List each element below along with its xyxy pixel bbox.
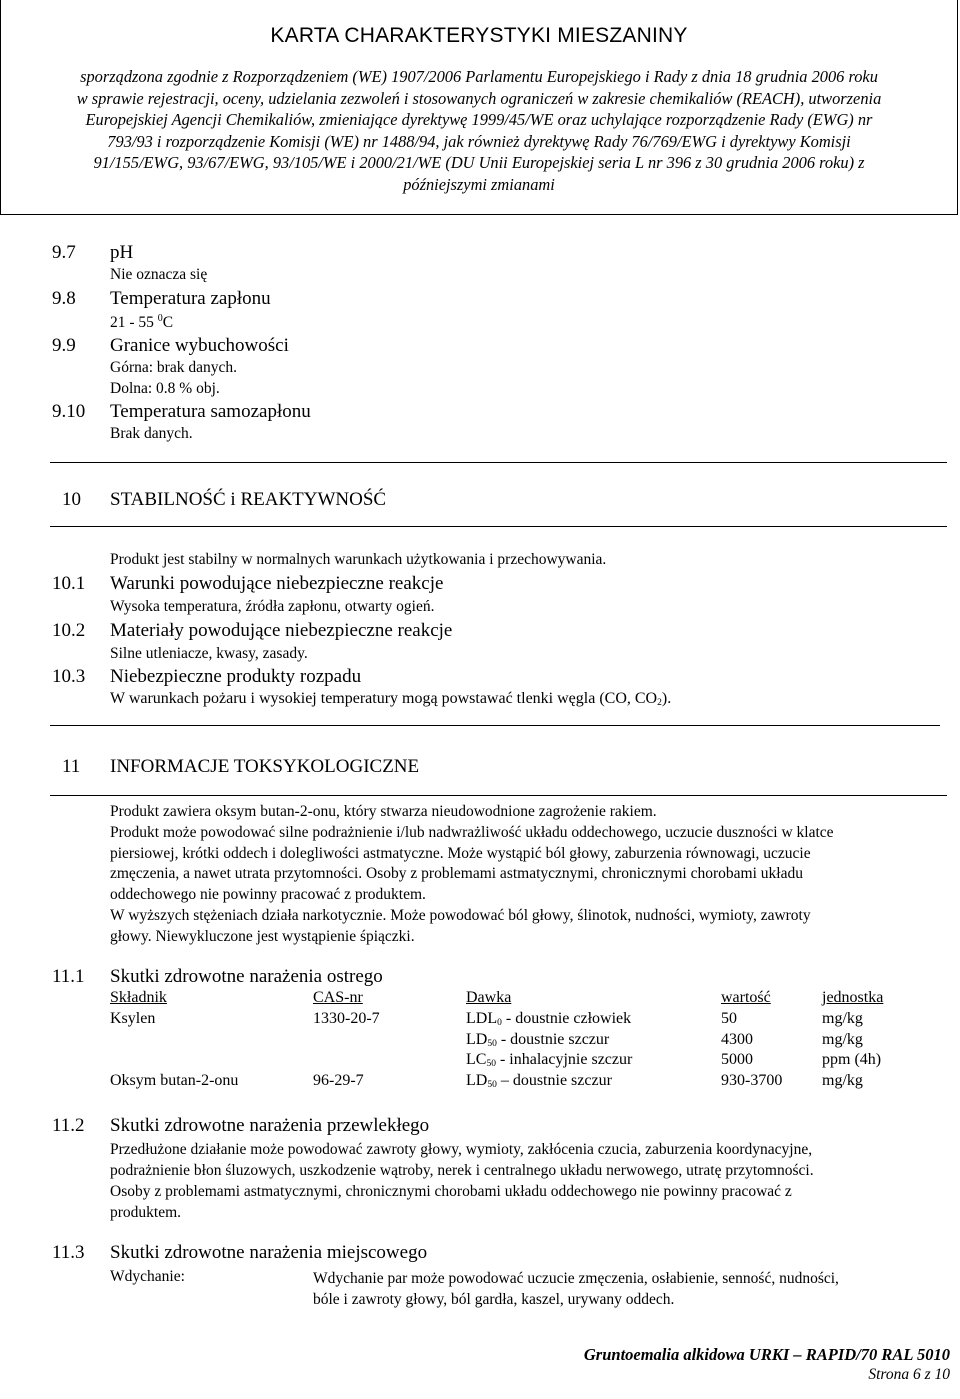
component-cell [110, 1031, 313, 1052]
column-header-unit: jednostka [822, 989, 884, 1006]
unit-cell: mg/kg [822, 1009, 863, 1027]
section-11-title: INFORMACJE TOKSYKOLOGICZNE [110, 756, 420, 777]
subsection-10-2-title: Materiały powodujące niebezpieczne reakcje [110, 620, 453, 641]
table-row [110, 1010, 902, 1031]
paragraph-line: Przedłużone działanie może powodować zawroty głowy, wymioty, zakłócenia czucia, zaburzenia koordynacyjne, [110, 1141, 813, 1158]
cas-cell: 96-29-7 [313, 1072, 364, 1090]
subsection-11-2-number: 11.2 [52, 1115, 85, 1136]
dose-route: - inhalacyjnie szczur [495, 1051, 633, 1069]
paragraph-line: zmęczenia, a nawet utrata przytomności. Osoby z problemami astmatycznymi, chronicznymi chorobami układu [110, 865, 803, 883]
dose-subscript: 50 [486, 1059, 496, 1070]
dose-subscript: 50 [487, 1038, 497, 1049]
chronic-effects-text [110, 1139, 814, 1223]
section-divider [50, 526, 947, 527]
component-cell: Ksylen [110, 1009, 156, 1027]
dose-route: - doustnie szczur [496, 1030, 610, 1048]
acute-toxicity-table [110, 989, 902, 1093]
subsection-10-3-text [110, 690, 671, 708]
subsection-11-1-number: 11.1 [52, 966, 85, 987]
subsection-10-1-number: 10.1 [52, 573, 86, 594]
column-header-value: wartość [721, 989, 771, 1006]
toxicology-paragraph [110, 802, 834, 948]
paragraph-line: piersiowej, krótki oddech i dolegliwości astmatyczne. Może wystąpić ból głowy, zaburzenia równowagi, uczucie [110, 844, 811, 862]
flash-point-range: 21 - 55 [110, 314, 154, 331]
footer-product-name: Gruntoemalia alkidowa URKI – RAPID/70 RAL 5010 [583, 1345, 950, 1364]
paragraph-line: Produkt zawiera oksym butan-2-onu, który stwarza nieudowodnione zagrożenie rakiem. [110, 803, 657, 820]
dose-route: – doustnie szczur [496, 1072, 612, 1090]
subsection-9-10-text: Brak danych. [110, 425, 193, 442]
decomposition-text: W warunkach pożaru i wysokiej temperatury mogą powstawać tlenki węgla (CO, CO [110, 690, 658, 707]
paragraph-line: Osoby z problemami astmatycznymi, chronicznymi chorobami układu oddechowego nie powinny pracować z [110, 1183, 792, 1200]
section-divider [50, 795, 947, 796]
paragraph-line: W wyższych stężeniach działa narkotycznie. Może powodować ból głowy, ślinotok, nudności, wymioty, zawroty [110, 906, 811, 924]
column-header-cas: CAS-nr [313, 989, 363, 1006]
subsection-11-2-title: Skutki zdrowotne narażenia przewlekłego [110, 1115, 430, 1136]
value-cell: 50 [721, 1009, 737, 1027]
regulation-text [0, 66, 958, 195]
flash-point-value [110, 313, 173, 332]
component-cell: Oksym butan-2-onu [110, 1072, 239, 1090]
paragraph-line: produktem. [110, 1204, 182, 1221]
dose-type: LD [466, 1072, 488, 1090]
subsection-9-7-title: pH [110, 242, 134, 263]
table-row [110, 1031, 902, 1052]
cas-cell [313, 1031, 466, 1052]
subsection-10-2-text: Silne utleniacze, kwasy, zasady. [110, 645, 308, 662]
unit-cell: mg/kg [822, 1030, 863, 1048]
subsection-9-10-number: 9.10 [52, 401, 86, 422]
paragraph-line: Wdychanie par może powodować uczucie zmęczenia, osłabienie, senność, nudności, [313, 1270, 839, 1287]
dose-subscript: 0 [497, 1017, 502, 1028]
regulation-line: 793/93 i rozporządzenie Komisji (WE) nr 1488/94, jak również dyrektywę Rady 76/769/EWG i dyrektywy Komisji [107, 131, 851, 151]
paragraph-line: podrażnienie błon śluzowych, uszkodzenie wątroby, nerek i centralnego układu nerwowego, utratę przytomności. [110, 1162, 814, 1179]
unit-cell: mg/kg [822, 1072, 863, 1090]
section-10-intro: Produkt jest stabilny w normalnych warunkach użytkowania i przechowywania. [110, 551, 607, 568]
column-header-component: Składnik [110, 989, 167, 1006]
dose-cell [466, 1051, 721, 1072]
subsection-9-8-title: Temperatura zapłonu [110, 288, 271, 309]
paragraph-line: głowy. Niewykluczone jest wystąpienie śpiączki. [110, 927, 415, 945]
section-10-title: STABILNOŚĆ i REAKTYWNOŚĆ [110, 489, 387, 510]
local-effects-text [313, 1268, 839, 1310]
subsection-10-1-title: Warunki powodujące niebezpieczne reakcje [110, 573, 444, 594]
subsection-11-3-number: 11.3 [52, 1242, 85, 1263]
subsection-9-9-number: 9.9 [52, 335, 76, 356]
dose-cell [466, 1010, 721, 1031]
regulation-line: Europejskiej Agencji Chemikaliów, zmieniające dyrektywę 1999/45/WE oraz uchylające rozporządzenie Rady (EWG) nr [85, 110, 873, 129]
regulation-line: późniejszymi zmianami [403, 174, 555, 194]
subsection-11-3-title: Skutki zdrowotne narażenia miejscowego [110, 1242, 428, 1263]
regulation-line: 91/155/EWG, 93/67/EWG, 93/105/WE i 2000/21/WE (DU Unii Europejskiej seria L nr 396 z 30 grudnia 2006 roku) z [93, 153, 865, 172]
section-divider [50, 725, 940, 726]
regulation-line: w sprawie rejestracji, oceny, udzielania zezwoleń i stosowanych ograniczeń w zakresie chemikaliów (REACH), utworzenia [76, 88, 882, 108]
value-cell: 930-3700 [721, 1072, 783, 1090]
subsection-10-3-title: Niebezpieczne produkty rozpadu [110, 666, 362, 687]
section-11-number: 11 [62, 756, 81, 777]
subscript: 2 [657, 698, 662, 708]
table-row [110, 1051, 902, 1072]
dose-cell [466, 1072, 721, 1093]
degree-superscript: 0 [157, 313, 163, 324]
subsection-10-2-number: 10.2 [52, 620, 86, 641]
subsection-9-8-number: 9.8 [52, 288, 76, 309]
subsection-10-3-number: 10.3 [52, 666, 86, 687]
subsection-9-9-title: Granice wybuchowości [110, 335, 289, 356]
document-title: KARTA CHARAKTERYSTYKI MIESZANINY [270, 24, 688, 47]
flash-point-unit: C [162, 314, 174, 331]
page-number: Strona 6 z 10 [868, 1366, 950, 1383]
cas-cell: 1330-20-7 [313, 1009, 380, 1027]
dose-cell [466, 1031, 721, 1052]
table-row [110, 1072, 902, 1093]
lower-limit-text: Dolna: 0.8 % obj. [110, 380, 220, 397]
cas-cell [313, 1051, 466, 1072]
subsection-11-1-title: Skutki zdrowotne narażenia ostrego [110, 966, 383, 987]
dose-type: LDL [466, 1009, 498, 1027]
subsection-10-1-text: Wysoka temperatura, źródła zapłonu, otwarty ogień. [110, 598, 435, 615]
subsection-9-7-text: Nie oznacza się [110, 266, 208, 283]
paragraph-line: bóle i zawroty głowy, ból gardła, kaszel, urywany oddech. [313, 1291, 675, 1308]
subsection-9-7-number: 9.7 [52, 242, 76, 263]
dose-type: LC [466, 1051, 487, 1069]
value-cell: 4300 [721, 1030, 753, 1048]
dose-type: LD [466, 1030, 488, 1048]
upper-limit-text: Górna: brak danych. [110, 359, 237, 376]
column-header-dose: Dawka [466, 989, 512, 1006]
section-divider [50, 462, 947, 463]
subsection-9-10-title: Temperatura samozapłonu [110, 401, 311, 422]
section-10-number: 10 [62, 489, 81, 510]
paragraph-line: oddechowego nie powinny pracować z produktem. [110, 886, 426, 904]
dose-route: - doustnie człowiek [501, 1009, 632, 1027]
component-cell [110, 1051, 313, 1072]
decomposition-text-end: ). [661, 690, 672, 707]
value-cell: 5000 [721, 1051, 753, 1069]
paragraph-line: Produkt może powodować silne podrażnienie i/lub nadwrażliwość układu oddechowego, uczucie duszności w klatce [110, 823, 834, 841]
inhalation-label: Wdychanie: [110, 1268, 185, 1285]
unit-cell: ppm (4h) [822, 1051, 882, 1069]
regulation-line: sporządzona zgodnie z Rozporządzeniem (WE) 1907/2006 Parlamentu Europejskiego i Rady z dnia 18 grudnia 2006 roku [80, 67, 878, 86]
table-header-row [110, 989, 902, 1010]
dose-subscript: 50 [487, 1080, 497, 1091]
